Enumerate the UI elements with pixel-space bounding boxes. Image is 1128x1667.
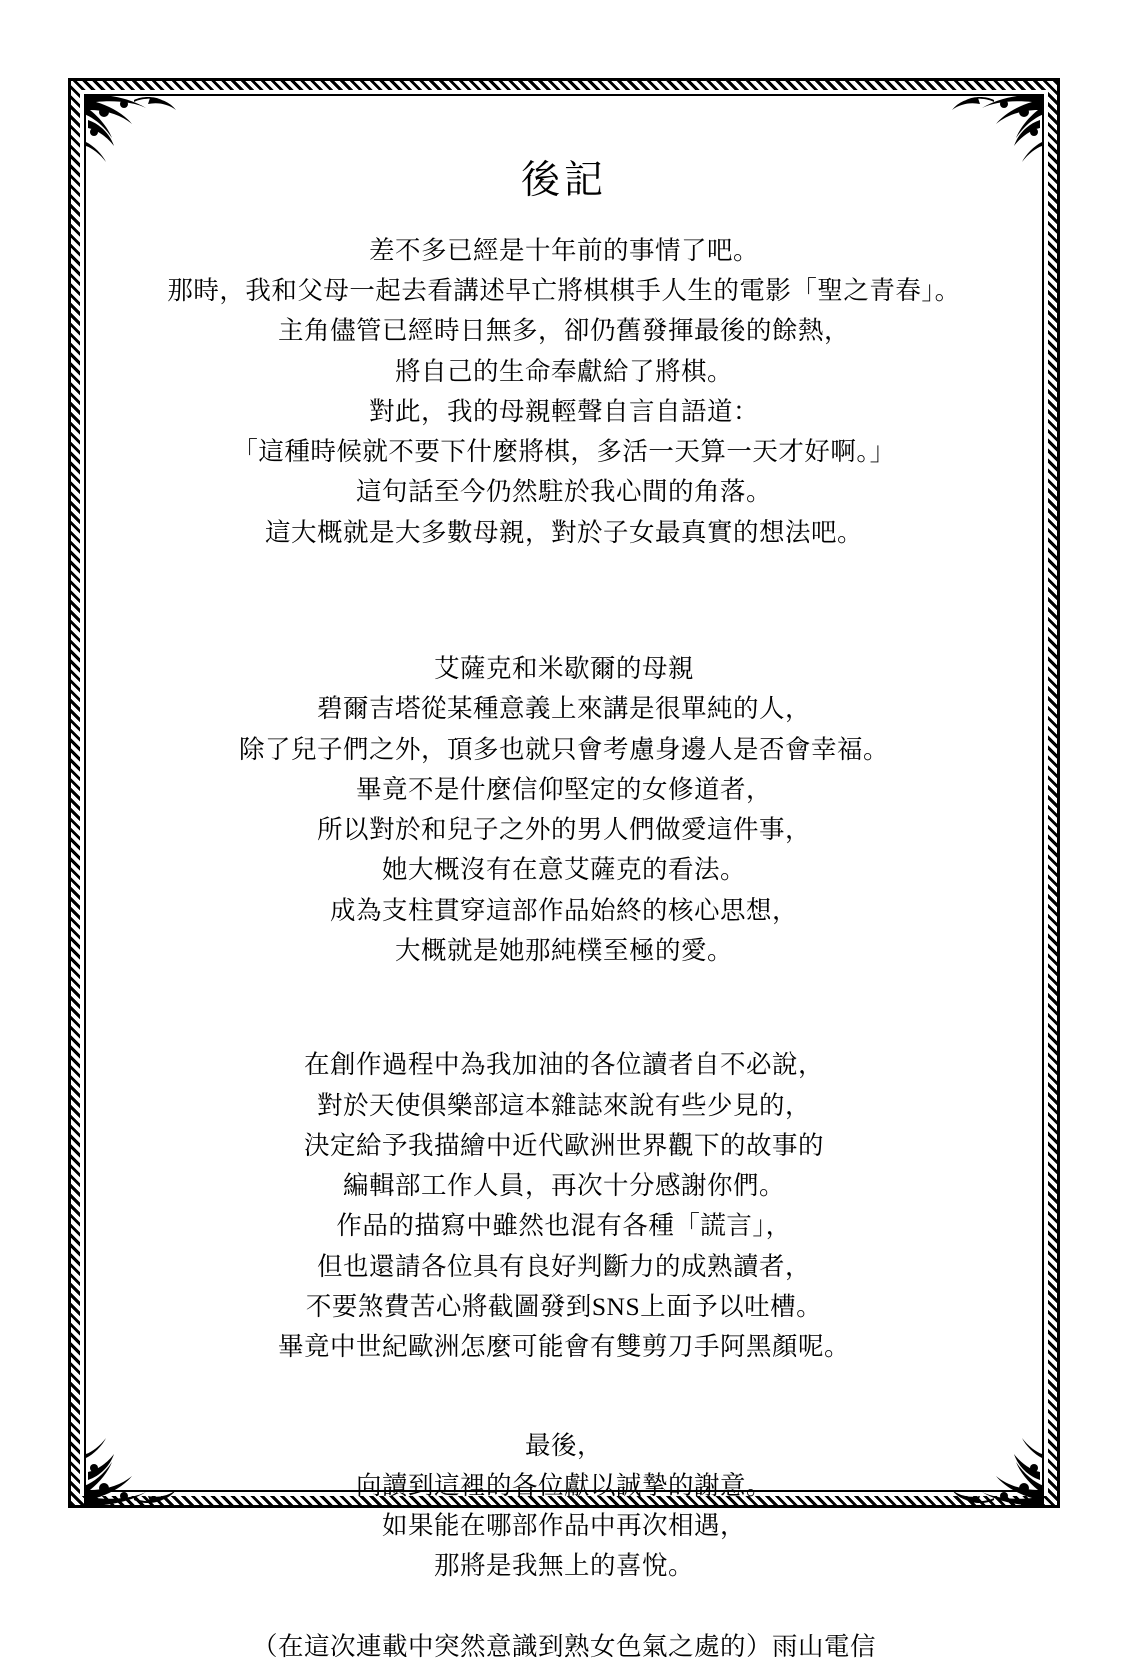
paragraph-line: 最後， xyxy=(524,1430,603,1460)
paragraph-line: 如果能在哪部作品中再次相遇， xyxy=(381,1511,746,1541)
paragraph-line: 編輯部工作人員，再次十分感謝你們。 xyxy=(342,1171,785,1201)
author-signature: （在這次連載中突然意識到熟女色氣之處的）雨山電信 xyxy=(251,1631,876,1661)
paragraph-line: 成為支柱貫穿這部作品始終的核心思想， xyxy=(329,895,798,925)
paragraph-line: 這句話至今仍然駐於我心間的角落。 xyxy=(355,477,772,507)
paragraph-line: 除了兒子們之外，頂多也就只會考慮身邊人是否會幸福。 xyxy=(238,734,889,764)
afterword-section-character xyxy=(104,649,1024,971)
paragraph-line: 所以對於和兒子之外的男人們做愛這件事， xyxy=(316,815,811,845)
paragraph-line: 畢竟不是什麼信仰堅定的女修道者， xyxy=(355,774,772,804)
afterword-content xyxy=(104,120,1024,1661)
paragraph-line: 決定給予我描繪中近代歐洲世界觀下的故事的 xyxy=(303,1130,824,1160)
paragraph-line: 差不多已經是十年前的事情了吧。 xyxy=(368,235,759,265)
paragraph-line: 將自己的生命奉獻給了將棋。 xyxy=(394,356,733,386)
afterword-section-closing xyxy=(104,1426,1024,1587)
afterword-section-thanks xyxy=(104,1045,1024,1367)
paragraph-line: 「這種時候就不要下什麼將棋，多活一天算一天才好啊。」 xyxy=(232,437,896,467)
paragraph-line: 碧爾吉塔從某種意義上來講是很單純的人， xyxy=(316,694,811,724)
page-title: 後記 xyxy=(520,159,607,202)
paragraph-line: 向讀到這裡的各位獻以誠摯的謝意。 xyxy=(355,1470,772,1500)
paragraph-line: 對於天使俱樂部這本雜誌來說有些少見的， xyxy=(316,1090,811,1120)
paragraph-line: 那時，我和父母一起去看講述早亡將棋棋手人生的電影「聖之青春」。 xyxy=(167,276,961,306)
paragraph-line: 她大概沒有在意艾薩克的看法。 xyxy=(381,855,746,885)
paragraph-line: 對此，我的母親輕聲自言自語道： xyxy=(368,396,759,426)
paragraph-line: 主角儘管已經時日無多，卻仍舊發揮最後的餘熱， xyxy=(277,316,850,346)
paragraph-line: 在創作過程中為我加油的各位讀者自不必說， xyxy=(303,1050,824,1080)
paragraph-line: 畢竟中世紀歐洲怎麼可能會有雙剪刀手阿黑顏呢。 xyxy=(277,1332,850,1362)
paragraph-line: 這大概就是大多數母親，對於子女最真實的想法吧。 xyxy=(264,517,863,547)
paragraph-line: 作品的描寫中雖然也混有各種「謊言」， xyxy=(336,1211,792,1241)
paragraph-line: 艾薩克和米歇爾的母親 xyxy=(433,654,694,684)
paragraph-line: 那將是我無上的喜悅。 xyxy=(433,1551,694,1581)
afterword-section-memory xyxy=(104,231,1024,553)
paragraph-line: 不要煞費苦心將截圖發到SNS上面予以吐槽。 xyxy=(305,1291,823,1321)
paragraph-line: 大概就是她那純樸至極的愛。 xyxy=(394,936,733,966)
paragraph-line: 但也還請各位具有良好判斷力的成熟讀者， xyxy=(316,1251,811,1281)
